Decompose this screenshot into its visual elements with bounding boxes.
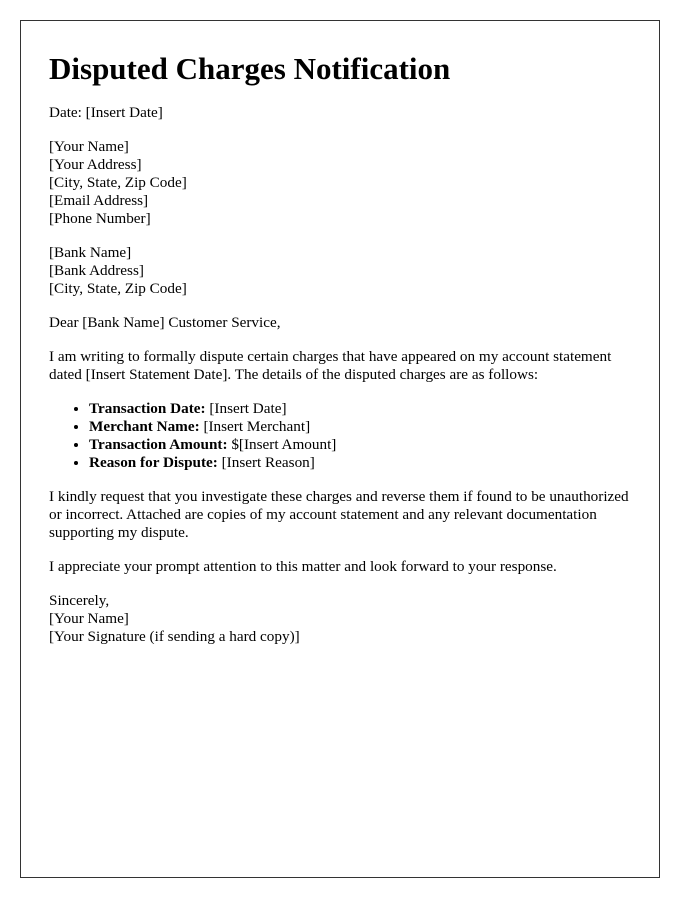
letter-page [20, 20, 660, 878]
recipient-address [49, 244, 639, 298]
request-paragraph: I kindly request that you investigate these charges and reverse them if found to be unauthorized or incorrect. Attached are copies of my account statement and any relevant documentation supporting my dispute. [49, 488, 629, 541]
signoff-signature: [Your Signature (if sending a hard copy)] [49, 628, 300, 645]
letter-content [49, 51, 639, 662]
list-item [89, 418, 639, 436]
sender-city: [City, State, Zip Code] [49, 174, 187, 191]
disputed-charges-list [49, 400, 639, 472]
closing-paragraph: I appreciate your prompt attention to this matter and look forward to your response. [49, 558, 557, 575]
sender-address-line: [Your Address] [49, 156, 142, 173]
sender-email: [Email Address] [49, 192, 149, 209]
intro-paragraph: I am writing to formally dispute certain charges that have appeared on my account statement dated [Insert Statement Date]. The details of the disputed charges are as follows: [49, 348, 612, 383]
detail-label: Transaction Amount: [89, 436, 228, 453]
salutation: Dear [Bank Name] Customer Service, [49, 314, 281, 331]
detail-label: Transaction Date: [89, 400, 206, 417]
detail-label: Reason for Dispute: [89, 454, 218, 471]
date-line: Date: [Insert Date] [49, 104, 163, 121]
bank-city: [City, State, Zip Code] [49, 280, 187, 297]
signoff [49, 592, 639, 646]
detail-label: Merchant Name: [89, 418, 200, 435]
detail-value: [Insert Date] [205, 400, 287, 417]
list-item [89, 400, 639, 418]
signoff-word: Sincerely, [49, 592, 110, 609]
sender-address [49, 138, 639, 228]
detail-value: [Insert Merchant] [199, 418, 311, 435]
letter-title: Disputed Charges Notification [49, 51, 451, 86]
list-item [89, 454, 639, 472]
sender-phone: [Phone Number] [49, 210, 151, 227]
detail-value: [Insert Reason] [217, 454, 315, 471]
bank-address: [Bank Address] [49, 262, 144, 279]
sender-name: [Your Name] [49, 138, 129, 155]
list-item [89, 436, 639, 454]
detail-value: $[Insert Amount] [227, 436, 337, 453]
bank-name: [Bank Name] [49, 244, 132, 261]
signoff-name: [Your Name] [49, 610, 129, 627]
